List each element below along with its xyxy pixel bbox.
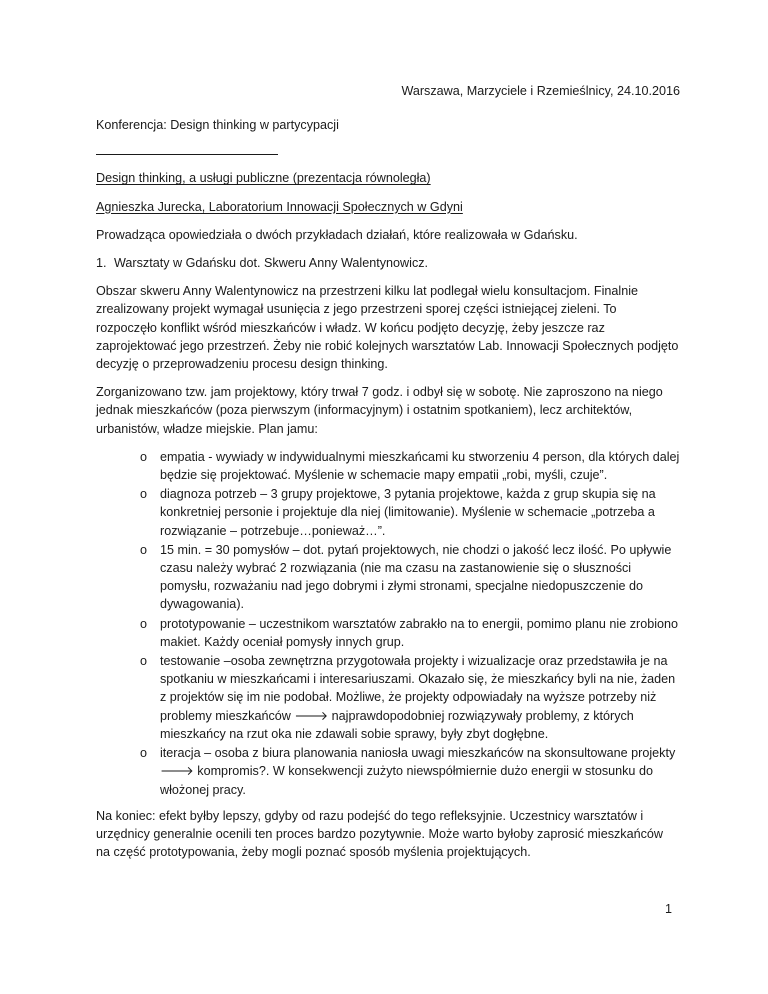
bullet-marker: o bbox=[140, 487, 148, 502]
list-item bbox=[96, 541, 680, 614]
separator-line bbox=[96, 144, 278, 155]
paragraph-2: Zorganizowano tzw. jam projektowy, który trwał 7 godz. i odbył się w sobotę. Nie zaproszono na niego jednak mieszkańców (poza pierwszym (informacyjnym) i ostatnim spotkaniem), lecz architektów, urbanistów, władze miejskie. Plan jamu: bbox=[96, 385, 663, 436]
session-title: Design thinking, a usługi publiczne (prezentacja równoległa) bbox=[96, 171, 431, 186]
list-item-text: iteracja – osoba z biura planowania naniosła uwagi mieszkańców na skonsultowane projekty 🡒 kompromis?. W konsekwencji zużyto niewspółmiernie dużo energii w stosunku do włożonej pracy. bbox=[160, 746, 676, 797]
paragraph-3: Na koniec: efekt byłby lepszy, gdyby od razu podejść do tego refleksyjnie. Uczestnicy warsztatów i urzędnicy generalnie ocenili ten proces bardzo pozytywnie. Może warto byłoby zaprosić mieszkańców na część prototypowania, żeby mogli poznać sposób myślenia projektujących. bbox=[96, 808, 663, 860]
list-item-text: empatia - wywiady w indywidualnymi mieszkańcami ku stworzeniu 4 person, dla których dalej będzie się projektować. Myślenie w schemacie mapy empatii „robi, myśli, czuje”. bbox=[160, 449, 680, 483]
bullet-marker: o bbox=[140, 746, 148, 761]
document-body bbox=[96, 82, 680, 871]
list-item-text: diagnoza potrzeb – 3 grupy projektowe, 3 pytania projektowe, każda z grup skupia się na konkretniej personie i projektuje dla niej (limitowanie). Myślenie w schemacie „potrzeba a rozwiązanie – potrzebuje…ponieważ…”. bbox=[160, 487, 656, 538]
list-item-text: testowanie –osoba zewnętrzna przygotowała projekty i wizualizacje oraz przedstawiła je na spotkaniu w mieszkańcami i interesariuszami. Okazało się, że mieszkańcy byli na nie, żaden z projektów się im nie podobał. Możliwe, że projekty odpowiadały na wyższe potrzeby niż problemy mieszkańców 🡒 najprawdopodobniej rozwiązywały problemy, z których mieszkańcy na rzut oka nie zdawali sobie sprawy, były zbyt dogłębne. bbox=[160, 654, 676, 741]
bullet-marker: o bbox=[140, 654, 148, 669]
date-line: Warszawa, Marzyciele i Rzemieślnicy, 24.10.2016 bbox=[401, 84, 680, 98]
intro-paragraph: Prowadząca opowiedziała o dwóch przykładach działań, które realizowała w Gdańsku. bbox=[96, 227, 578, 242]
bullet-marker: o bbox=[140, 616, 148, 631]
page-number: 1 bbox=[664, 902, 672, 916]
list-item bbox=[96, 615, 680, 651]
list-item bbox=[96, 448, 680, 484]
list-item bbox=[96, 652, 680, 743]
item-number: 1. bbox=[96, 256, 107, 271]
list-item-text: prototypowanie – uczestnikom warsztatów zabrakło na to energii, pomimo planu nie zrobiono makiet. Każdy oceniał pomysły innych grup. bbox=[160, 616, 679, 649]
list-item bbox=[96, 485, 680, 540]
bullet-marker: o bbox=[140, 449, 148, 464]
bullet-marker: o bbox=[140, 542, 148, 557]
list-item bbox=[96, 744, 680, 799]
paragraph-1: Obszar skweru Anny Walentynowicz na przestrzeni kilku lat podlegał wielu konsultacjom. Finalnie zrealizowany projekt wymagał usunięcia z jego przestrzeni sporej części istniejącej zieleni. To rozpoczęło konflikt wśród mieszkańców i władz. W końcu podjęto decyzję, żeby jeszcze raz zaprojektować jego przestrzeń. Żeby nie robić kolejnych warsztatów Lab. Innowacji Społecznych podjęto decyzję o przeprowadzeniu procesu design thinking. bbox=[96, 284, 679, 372]
item-text: Warsztaty w Gdańsku dot. Skweru Anny Walentynowicz. bbox=[114, 256, 429, 271]
jam-plan-list bbox=[96, 448, 680, 799]
list-item-text: 15 min. = 30 pomysłów – dot. pytań projektowych, nie chodzi o jakość lecz ilość. Po upływie czasu należy wybrać 2 rozwiązania (nie ma czasu na zastanowienie się o słuszności pomysłu, rozważaniu nad jego dobrymi i złymi stronami, specjalne niedopuszczenie do dywagowania). bbox=[160, 542, 672, 612]
numbered-item-1 bbox=[96, 254, 680, 272]
speaker-line: Agnieszka Jurecka, Laboratorium Innowacji Społecznych w Gdyni bbox=[96, 199, 463, 214]
conference-title: Konferencja: Design thinking w partycypacji bbox=[96, 118, 339, 133]
